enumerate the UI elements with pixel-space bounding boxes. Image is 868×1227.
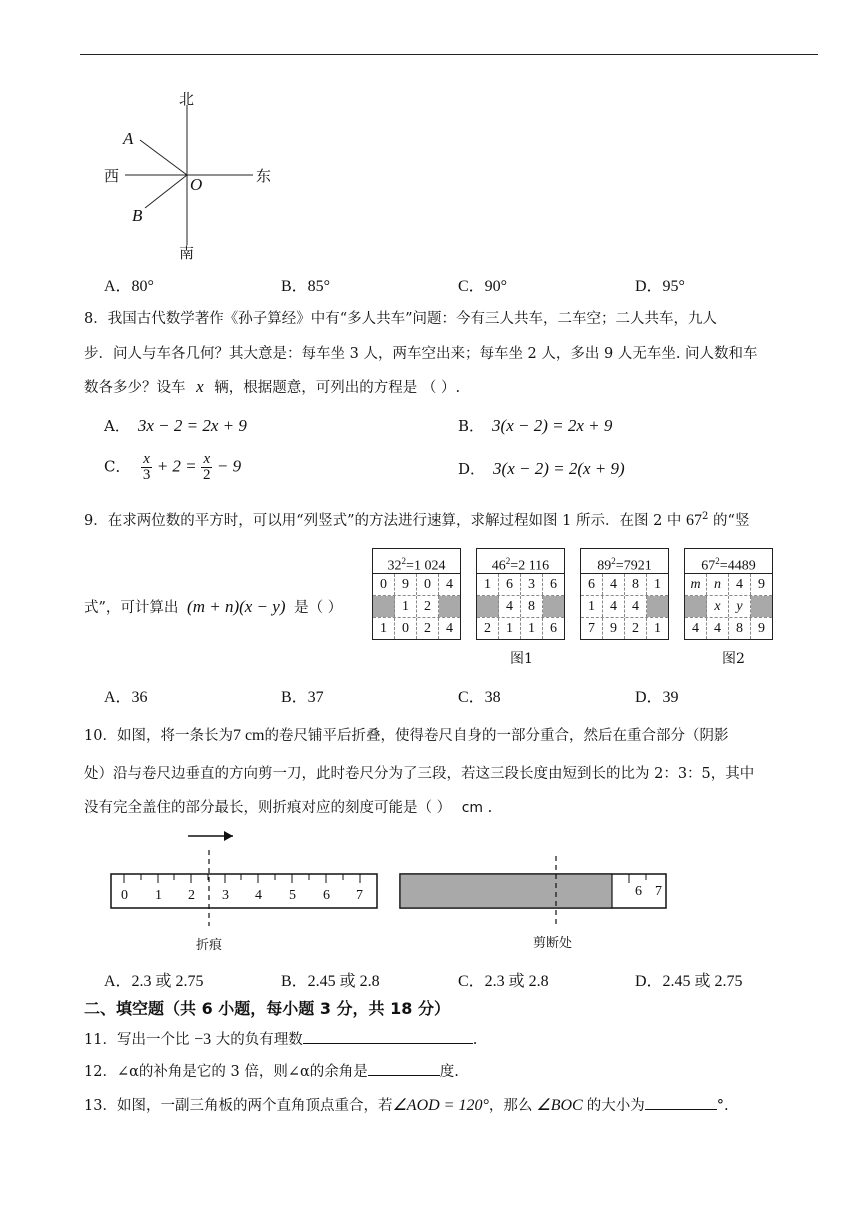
section2-heading: 二、填空题（共 6 小题，每小题 3 分，共 18 分） (84, 999, 450, 1018)
fig2-label: 图2 (722, 651, 745, 667)
q8-line2: 步．问人与车各几何？其大意是：每车坐 3 人，两车空出来；每车坐 2 人，多出 9 人无车坐. 问人数和车 (84, 346, 758, 362)
ruler-tick-4: 4 (255, 888, 262, 903)
q9-line2: 式”，可计算出 (m + n)(x − y) 是（ ） (84, 597, 343, 616)
cut-label: 剪断处 (533, 936, 573, 951)
q13: 13．如图，一副三角板的两个直角顶点重合，若∠AOD = 120°，那么 ∠BOC 的大小为 °. (84, 1097, 729, 1114)
q9-line1: 9．在求两位数的平方时，可以用“列竖式”的方法进行速算，求解过程如图 1 所示．在图 2 中 $67^2$ 的“竖 (84, 511, 750, 529)
q11: 11．写出一个比 −3 大的负有理数 . (84, 1031, 478, 1048)
q8-option-d[interactable]: D． 3(x − 2) = 2(x + 9) (458, 459, 625, 478)
q9-option-b[interactable]: B．37 (281, 689, 324, 706)
ruler-tick-2: 2 (188, 888, 195, 903)
q11-answer-blank[interactable] (303, 1029, 473, 1044)
fold-label: 折痕 (196, 938, 223, 953)
ruler-tick-1: 1 (155, 888, 162, 903)
grid-89: $89^2=7921$ 6 4 8 1 1 4 4 7 9 2 1 (580, 548, 669, 640)
q12: 12．∠α的补角是它的 3 倍，则∠α的余角是 度. (84, 1060, 459, 1081)
folded-tick-6: 6 (635, 884, 642, 899)
folded-ruler-diagram (395, 850, 675, 930)
north-label: 北 (179, 90, 195, 108)
q10-line1: 10．如图，将一条长为7 cm的卷尺铺平后折叠，使得卷尺自身的一部分重合，然后在重合部分（阴影 (84, 727, 729, 744)
point-a-label: A (123, 129, 134, 148)
q8-line1: 8．我国古代数学著作《孙子算经》中有“多人共车”问题：今有三人共车，二车空；二人共车，九人 (84, 311, 718, 327)
grid-46: $46^2=2$ 116 1 6 3 6 4 8 2 1 1 6 (476, 548, 565, 640)
folded-tick-7: 7 (655, 884, 662, 899)
grid-67: $67^2=4489$ m n 4 9 x y 4 4 8 9 (684, 548, 773, 640)
header-rule (80, 54, 818, 55)
q8-option-c[interactable]: C． $\frac{x}{3}$ + 2 = $\frac{x}{2}$ − 9 (104, 451, 242, 483)
ruler-tick-5: 5 (289, 888, 296, 903)
q7-option-d[interactable]: D．95° (635, 278, 685, 295)
ruler-tick-6: 6 (323, 888, 330, 903)
q10-line2: 处）沿与卷尺边垂直的方向剪一刀，此时卷尺分为了三段，若这三段长度由短到长的比为 2：3：5，其中 (84, 766, 755, 782)
east-label: 东 (256, 167, 272, 185)
q7-option-b[interactable]: B．85° (281, 278, 331, 295)
ruler-tick-7: 7 (356, 888, 363, 903)
q8-line3: 数各多少？设车 x 辆，根据题意，可列出的方程是 （ ）. (84, 377, 461, 396)
origin-label: O (190, 175, 203, 194)
ruler-tick-3: 3 (222, 888, 229, 903)
ruler-tick-0: 0 (121, 888, 128, 903)
q8-option-a[interactable]: A． 3x − 2 = 2x + 9 (104, 416, 247, 435)
q10-option-d[interactable]: D．2.45 或 2.75 (635, 973, 743, 990)
q13-answer-blank[interactable] (645, 1095, 717, 1110)
south-label: 南 (179, 244, 195, 262)
q10-option-b[interactable]: B．2.45 或 2.8 (281, 973, 380, 990)
q10-line3: 没有完全盖住的部分最长，则折痕对应的刻度可能是（ ） cm . (84, 800, 493, 816)
point-b-label: B (132, 206, 143, 225)
q7-option-a[interactable]: A．80° (104, 278, 154, 295)
grid-32: $32^2=1$ 024 0 9 0 4 1 2 1 0 2 4 (372, 548, 461, 640)
q10-option-a[interactable]: A．2.3 或 2.75 (104, 973, 204, 990)
ruler-diagram (100, 826, 390, 926)
fig1-label: 图1 (510, 651, 533, 667)
q9-option-a[interactable]: A．36 (104, 689, 148, 706)
q7-option-c[interactable]: C．90° (458, 278, 508, 295)
q10-option-c[interactable]: C．2.3 或 2.8 (458, 973, 549, 990)
q9-option-c[interactable]: C．38 (458, 689, 501, 706)
q9-option-d[interactable]: D．39 (635, 689, 679, 706)
q8-option-b[interactable]: B． 3(x − 2) = 2x + 9 (458, 416, 613, 435)
west-label: 西 (104, 167, 120, 185)
q12-answer-blank[interactable] (368, 1061, 440, 1076)
